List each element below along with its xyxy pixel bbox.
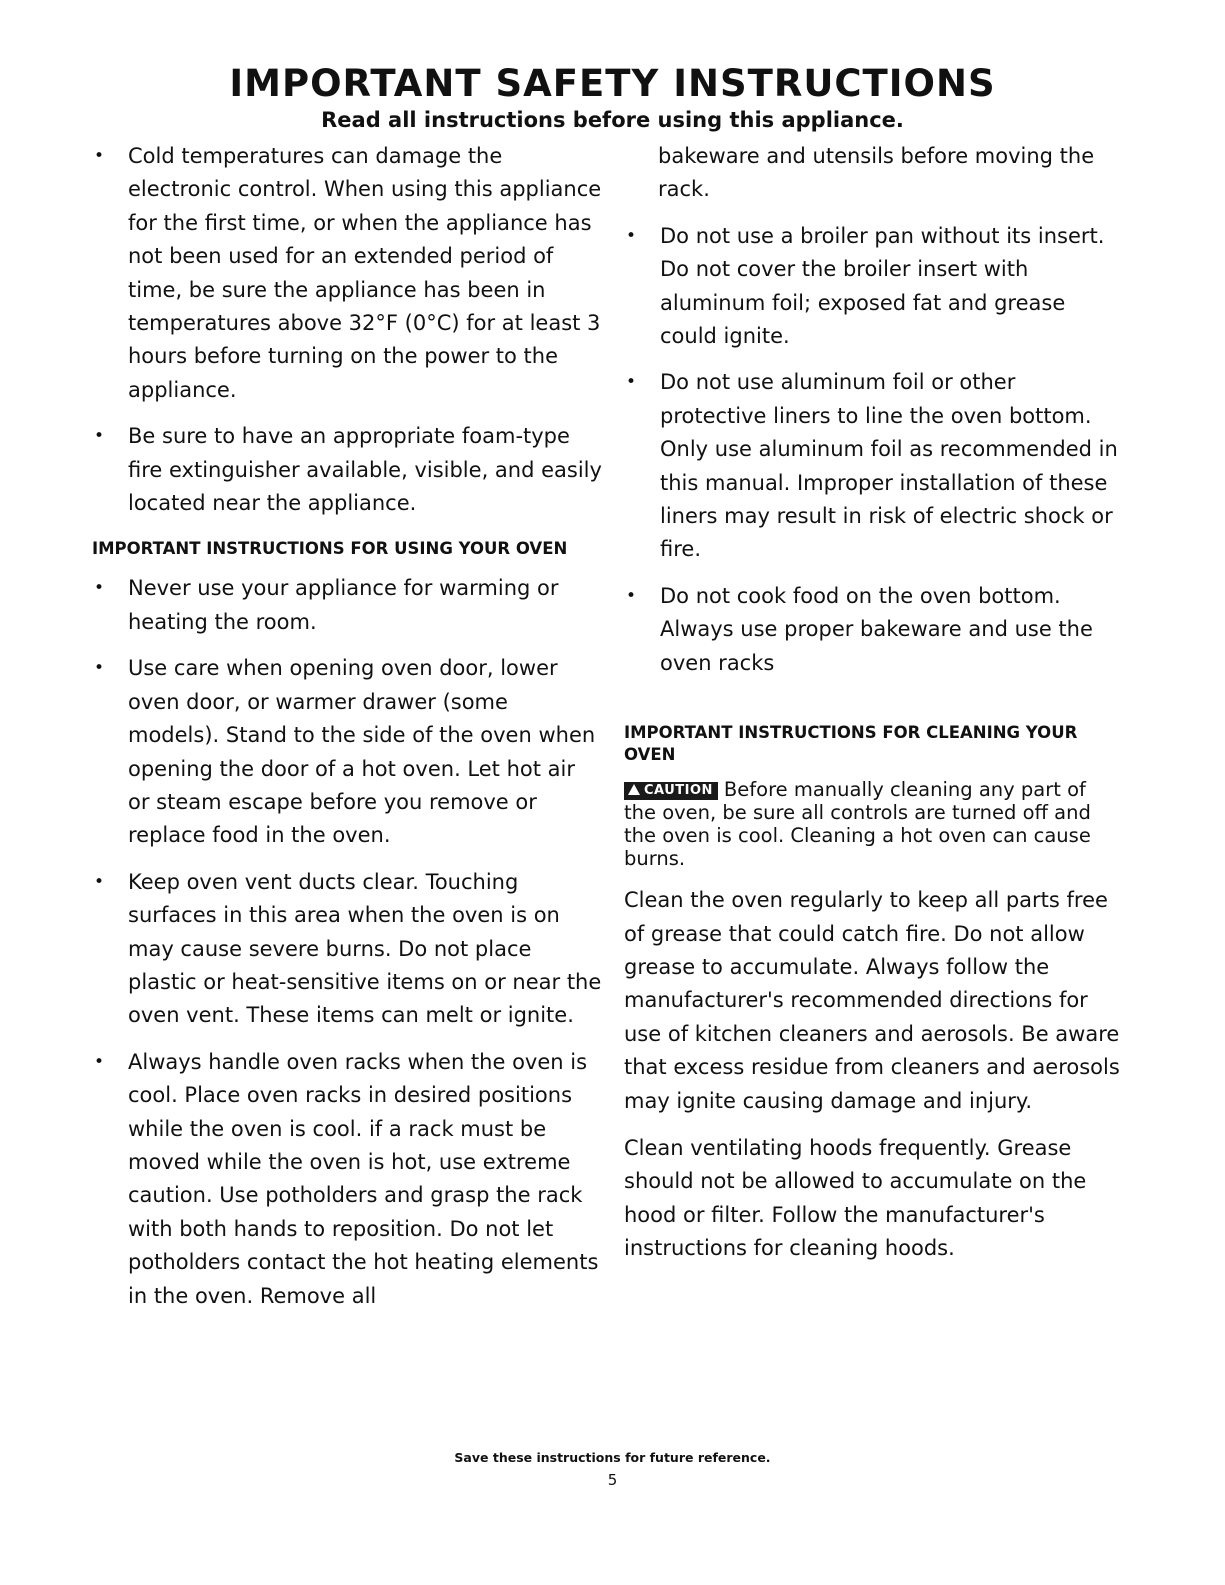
caution-notice: [624, 778, 1124, 870]
caution-text: Before manually cleaning any part of the oven, be sure all controls are turned off and the oven is cool. Cleaning a hot oven can cause burns.: [624, 778, 1091, 871]
left-column: [92, 140, 602, 1326]
oven-use-list: [92, 572, 602, 1313]
list-item: • Do not use a broiler pan without its insert. Do not cover the broiler insert with aluminum foil; exposed fat and grease could ignite.: [624, 220, 1124, 354]
continued-text: bakeware and utensils before moving the rack.: [658, 144, 1095, 202]
caution-badge: [624, 782, 718, 800]
right-column: [624, 140, 1124, 1280]
list-item: • Be sure to have an appropriate foam-type fire extinguisher available, visible, and easily located near the appliance.: [92, 420, 602, 520]
list-item: • Do not use aluminum foil or other protective liners to line the oven bottom. Only use aluminum foil as recommended in this manual. Improper installation of these liners may result in risk of electric shock or fire.: [624, 366, 1124, 566]
section-heading-cleaning-oven: IMPORTANT INSTRUCTIONS FOR CLEANING YOUR OVEN: [624, 723, 1078, 765]
list-item: • Do not cook food on the oven bottom. Always use proper bakeware and use the oven racks: [624, 580, 1124, 680]
list-item: • Keep oven vent ducts clear. Touching surfaces in this area when the oven is on may cause severe burns. Do not place plastic or heat-sensitive items on or near the oven vent. These items can melt or ignite.: [92, 866, 602, 1033]
hood-paragraph: Clean ventilating hoods frequently. Grease should not be allowed to accumulate on the hood or filter. Follow the manufacturer's instructions for cleaning hoods.: [624, 1135, 1087, 1261]
section-heading-using-oven: IMPORTANT INSTRUCTIONS FOR USING YOUR OVEN: [92, 539, 568, 559]
caution-label: CAUTION: [644, 783, 713, 799]
list-item: • Cold temperatures can damage the electronic control. When using this appliance for the first time, or when the appliance has not been used for an extended period of time, be sure the appliance has been in temperatures above 32°F (0°C) for at least 3 hours before turning on the power to the appliance.: [92, 140, 602, 407]
footer-note: Save these instructions for future reference.: [454, 1450, 771, 1465]
list-item: • Use care when opening oven door, lower oven door, or warmer drawer (some models). Stand to the side of the oven when opening the door of a hot oven. Let hot air or steam escape before you remove or replace food in the oven.: [92, 652, 602, 852]
page-number: 5: [607, 1471, 618, 1489]
oven-use-list-continued: [624, 220, 1124, 680]
warning-icon: [628, 784, 640, 795]
page-subtitle: Read all instructions before using this appliance.: [321, 108, 904, 132]
cleaning-paragraph: Clean the oven regularly to keep all parts free of grease that could catch fire. Do not allow grease to accumulate. Always follow the manufacturer's recommended directions for use of kitchen cleaners and aerosols. Be aware that excess residue from cleaners and aerosols may ignite causing damage and injury.: [624, 888, 1120, 1113]
list-item: • Never use your appliance for warming or heating the room.: [92, 572, 602, 639]
general-safety-list: [92, 140, 602, 520]
list-item: • Always handle oven racks when the oven is cool. Place oven racks in desired positions while the oven is cool. if a rack must be moved while the oven is hot, use extreme caution. Use potholders and grasp the rack with both hands to reposition. Do not let potholders contact the hot heating elements in the oven. Remove all: [92, 1046, 602, 1313]
page-title: IMPORTANT SAFETY INSTRUCTIONS: [229, 62, 996, 105]
